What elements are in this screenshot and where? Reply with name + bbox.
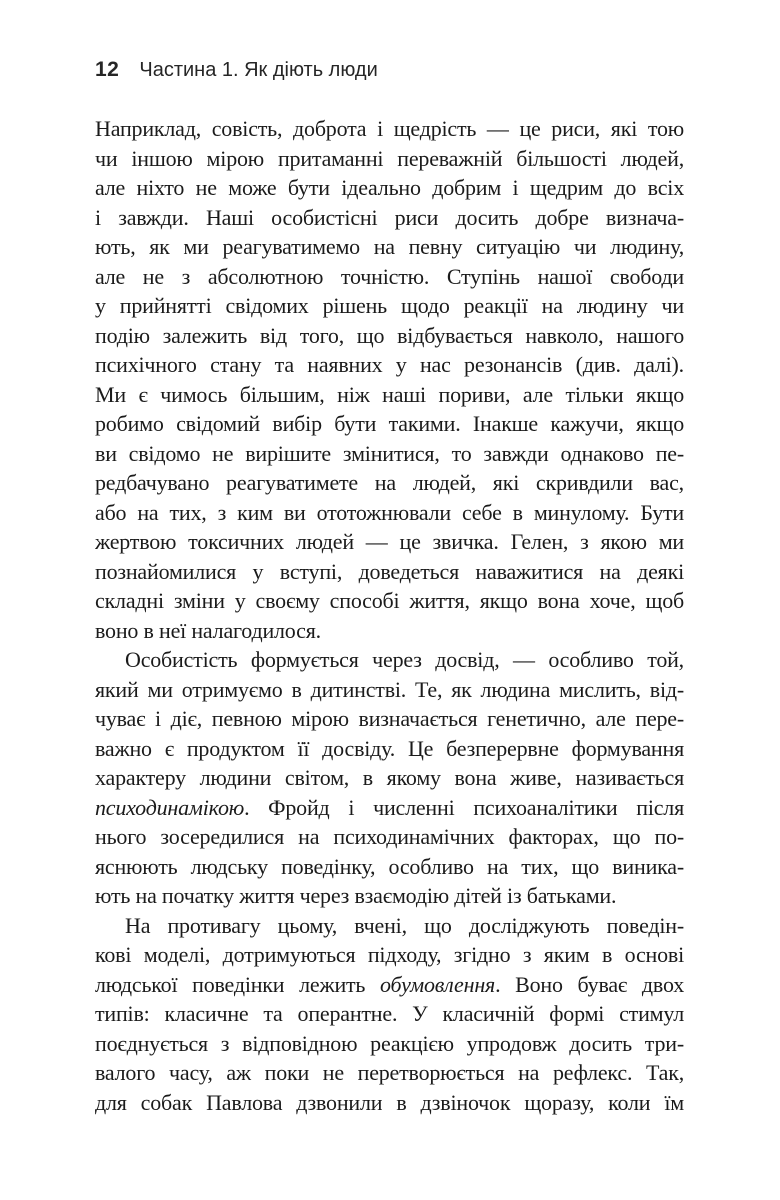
text-segment: Особистість формується через досвід, — особливо той, — [125, 647, 684, 672]
text-segment: . Фройд і численні психоаналітики після — [244, 794, 684, 820]
text-line — [95, 852, 684, 882]
text-segment: складні зміни у своєму способі життя, якщо вона хоче, щоб — [95, 588, 684, 613]
text-line — [95, 321, 684, 351]
text-line — [95, 586, 684, 616]
paragraph — [95, 645, 684, 911]
body-text — [95, 114, 684, 1117]
text-line — [95, 468, 684, 498]
text-line — [95, 1088, 684, 1118]
text-segment: чи іншою мірою притаманні переважній більшості людей, — [95, 145, 684, 171]
text-line — [95, 350, 684, 380]
text-line — [95, 527, 684, 557]
text-segment: Ми є чимось більшим, ніж наші пориви, але тільки якщо — [95, 381, 684, 407]
text-line — [95, 763, 684, 793]
text-line — [95, 734, 684, 764]
paragraph — [95, 114, 684, 645]
text-line — [95, 409, 684, 439]
text-segment: людської поведінки лежить — [95, 971, 381, 997]
italic-text-segment: обумовлення — [380, 971, 496, 997]
text-line — [95, 557, 684, 587]
text-segment: редбачувано реагуватимете на людей, які скривдили вас, — [95, 470, 684, 495]
text-line — [95, 704, 684, 734]
text-segment: робимо свідомий вибір бути такими. Інакше кажучи, якщо — [95, 411, 684, 436]
text-line — [95, 881, 684, 911]
text-segment: жертвою токсичних людей — це звичка. Гелен, з якою ми — [95, 529, 684, 554]
text-segment: кові моделі, дотримуються підходу, згідно з яким в основі — [95, 942, 684, 967]
text-line — [95, 291, 684, 321]
text-segment: яснюють людську поведінку, особливо на тих, що виника- — [95, 853, 684, 879]
text-line — [95, 1029, 684, 1059]
text-segment: ють, як ми реагуватимемо на певну ситуацію чи людину, — [95, 234, 684, 259]
text-line — [95, 1058, 684, 1088]
text-line — [95, 173, 684, 203]
text-segment: ють на початку життя через взаємодію дітей із батьками. — [95, 883, 617, 908]
text-segment: ви свідомо не вирішите змінитися, то завжди однаково пе- — [95, 440, 684, 466]
text-line — [95, 675, 684, 705]
text-segment: воно в неї налагодилося. — [95, 617, 321, 643]
text-segment: який ми отримуємо в дитинстві. Те, як людина мислить, від- — [95, 676, 684, 702]
text-segment: але ніхто не може бути ідеально добрим і щедрим до всіх — [95, 175, 684, 200]
text-line — [95, 970, 684, 1000]
text-line — [95, 114, 684, 144]
text-segment: у прийнятті свідомих рішень щодо реакції на людину чи — [95, 293, 684, 318]
text-segment: подію залежить від того, що відбувається навколо, нашого — [95, 322, 684, 348]
text-line — [95, 645, 684, 675]
text-line — [95, 822, 684, 852]
text-segment: поєднується з відповідною реакцією упродовж досить три- — [95, 1030, 684, 1056]
chapter-title: Частина 1. Як діють люди — [139, 59, 378, 81]
page-number: 12 — [95, 58, 120, 81]
text-segment: познайомилися у вступі, доведеться наважитися на деякі — [95, 558, 684, 584]
text-segment: типів: класичне та оперантне. У класичній формі стимул — [95, 1001, 684, 1026]
text-line — [95, 999, 684, 1029]
text-line — [95, 232, 684, 262]
text-line — [95, 203, 684, 233]
text-line — [95, 616, 684, 646]
text-segment: або на тих, з ким ви ототожнювали себе в минулому. Бути — [95, 499, 684, 525]
text-line — [95, 911, 684, 941]
text-line — [95, 144, 684, 174]
page-header — [95, 58, 378, 82]
text-segment: На противагу цьому, вчені, що досліджують поведін- — [125, 912, 684, 938]
italic-text-segment: психодинамікою — [95, 794, 245, 820]
paragraph — [95, 911, 684, 1118]
text-segment: але не з абсолютною точністю. Ступінь нашої свободи — [95, 263, 684, 289]
text-segment: і завжди. Наші особистісні риси досить добре визнача- — [95, 204, 684, 230]
text-line — [95, 262, 684, 292]
text-segment: Наприклад, совість, доброта і щедрість — це риси, які тою — [95, 116, 684, 141]
text-line — [95, 439, 684, 469]
text-segment: нього зосередилися на психодинамічних факторах, що по- — [95, 824, 684, 849]
text-line — [95, 940, 684, 970]
text-segment: для собак Павлова дзвонили в дзвіночок щоразу, коли їм — [95, 1089, 684, 1115]
text-segment: валого часу, аж поки не перетворюється на рефлекс. Так, — [95, 1060, 684, 1085]
text-line — [95, 498, 684, 528]
text-segment: чуває і діє, певною мірою визначається генетично, але пере- — [95, 706, 684, 731]
text-line — [95, 793, 684, 823]
text-segment: . Воно буває двох — [495, 971, 684, 997]
text-line — [95, 380, 684, 410]
text-segment: психічного стану та наявних у нас резонансів (див. далі). — [95, 352, 684, 377]
text-segment: характеру людини світом, в якому вона живе, називається — [95, 765, 684, 790]
text-segment: важно є продуктом її досвіду. Це безперервне формування — [95, 735, 684, 761]
